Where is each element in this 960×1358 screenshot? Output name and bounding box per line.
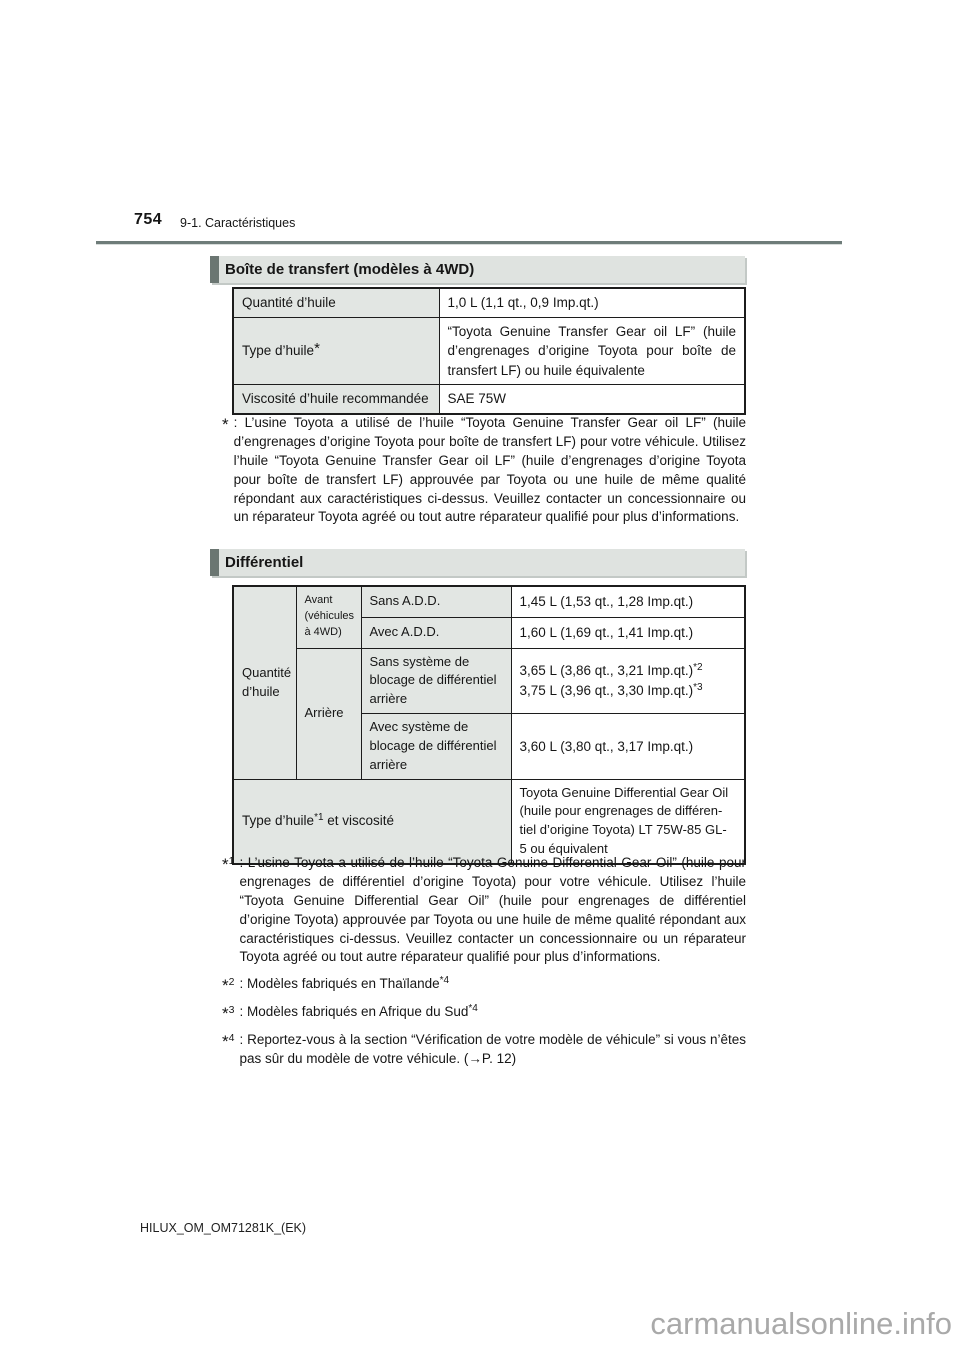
row-value-oil-quantity: 1,0 L (1,1 qt., 0,9 Imp.qt.): [439, 288, 745, 317]
footnote-body: : Modèles fabriqués en Afrique du Sud: [239, 1004, 469, 1020]
row-label-oil-type: [233, 317, 439, 385]
footnote-ref-2: *2: [693, 661, 703, 673]
section-title-transfer-case: Boîte de transfert (modèles à 4WD): [225, 261, 475, 278]
table-row-oil-type-viscosity: [233, 779, 745, 864]
condition-avec-blocage: Avec système de blocage de différentiel arrière: [361, 714, 511, 780]
row-label-oil-quantity: Quantité d’huile: [233, 586, 296, 779]
value-line-south-africa: [520, 681, 737, 701]
footnote-star: *: [222, 415, 229, 434]
footnote-text: : L’usine Toyota a utilisé de l’huile “Toyota Genuine Transfer Gear oil LF” (huile d’engrenages d’origine Toyota pour boîte de transfert LF) pour votre véhicule. Utilisez l’huile “Toyota Genuine Transfer Gear oil LF” (huile d’engrenages d’origine Toyota pour boîte de transfert LF) approuvée par Toyota ou une huile de même qualité répondant aux caractéristiques ci-dessus. Veuillez contacter un concessionnaire ou un réparateur Toyota agréé ou tout autre réparateur qualifié pour plus d’informations.: [233, 415, 746, 525]
footnote-number: 2: [228, 976, 235, 989]
footnote-body: : Reportez-vous à la section “Vérification de votre modèle de véhicule” si vous n’êtes pas sûr du modèle de votre véhicule. (→P. 12): [239, 1032, 746, 1067]
footnote-text: [239, 1031, 746, 1069]
differential-footnotes: [222, 854, 746, 1069]
footnote-body: : Modèles fabriqués en Thaïlande: [239, 976, 440, 992]
row-value-oil-type: “Toyota Genuine Transfer Gear oil LF” (huile d’engrenages d’origine Toyota pour boîte de transfert LF) ou huile équivalente: [439, 317, 745, 385]
row-value-oil-viscosity: SAE 75W: [439, 385, 745, 414]
watermark-text: carmanualsonline.info: [650, 1306, 952, 1341]
value-sans-add: 1,45 L (1,53 qt., 1,28 Imp.qt.): [511, 586, 745, 617]
footnote-marker: [222, 414, 229, 434]
oil-type-label-text: Type d’huile: [242, 813, 315, 829]
section-title-differential: Différentiel: [225, 554, 304, 571]
footnote-marker: [222, 1031, 234, 1051]
footnote-number: 4: [228, 1032, 235, 1045]
transfer-case-spec-table: [232, 287, 746, 415]
footnote-star: *: [222, 1032, 229, 1052]
value-line: (huile pour engrenages de différen-: [519, 803, 723, 819]
value-line: tiel d’origine Toyota) LT 75W-85 GL-: [519, 822, 727, 838]
condition-sans-blocage: Sans système de blocage de différentiel arrière: [361, 648, 511, 714]
page-section-breadcrumb: 9-1. Caractéristiques: [180, 216, 296, 230]
oil-type-label-rest: et viscosité: [323, 813, 395, 829]
footnote-marker: [222, 975, 234, 995]
table-row-rear-sans-blocage: [233, 648, 745, 714]
value-avec-blocage: 3,60 L (3,80 qt., 3,17 Imp.qt.): [511, 714, 745, 780]
footnote-3: [222, 1003, 746, 1023]
value-line: 5 ou équivalent: [519, 841, 608, 857]
section-accent-bar: [210, 256, 219, 283]
footnote-text: [239, 854, 746, 967]
footnote-ref-1: *1: [314, 812, 324, 824]
condition-sans-add: Sans A.D.D.: [361, 586, 511, 617]
footnote-star: *: [222, 976, 229, 996]
footnote-marker: [222, 854, 234, 874]
footnote-star: *: [222, 855, 229, 874]
section-accent-bar: [210, 549, 219, 576]
value-text: 3,65 L (3,86 qt., 3,21 Imp.qt.): [519, 662, 694, 678]
footnote-ref-3: *3: [693, 681, 703, 693]
value-avec-add: 1,60 L (1,69 qt., 1,41 Imp.qt.): [511, 617, 745, 648]
row-label-oil-viscosity: Viscosité d’huile recommandée: [233, 385, 439, 414]
footnote-star: *: [222, 1004, 229, 1024]
condition-avec-add: Avec A.D.D.: [361, 617, 511, 648]
footnote-ref-4: *4: [439, 975, 450, 987]
oil-type-footnote-marker: *: [314, 340, 320, 358]
row-label-oil-type-viscosity: [233, 779, 511, 864]
footnote-2: [222, 975, 746, 995]
footnote-1: [222, 854, 746, 967]
value-oil-type-viscosity: [511, 779, 745, 864]
footnote-number: 1: [228, 855, 235, 867]
table-row-oil-viscosity: [233, 385, 745, 414]
oil-type-label-text: Type d’huile: [242, 343, 315, 359]
section-header-differential: [210, 549, 745, 576]
value-line-thailand: [520, 661, 737, 681]
value-sans-blocage: [511, 648, 745, 714]
section-header-transfer-case: [210, 256, 745, 283]
footnote-number: 3: [228, 1004, 235, 1017]
footnote-marker: [222, 1003, 234, 1023]
document-code: HILUX_OM_OM71281K_(EK): [140, 1221, 307, 1235]
value-text: 3,75 L (3,96 qt., 3,30 Imp.qt.): [519, 682, 694, 698]
footnote-transfer-oil: [222, 414, 746, 527]
table-row-oil-type: [233, 317, 745, 385]
table-row-front-sans-add: [233, 586, 745, 617]
footnote-text: [239, 1003, 746, 1022]
footnote-body: : L’usine Toyota a utilisé de l’huile “Toyota Genuine Differential Gear Oil” (huile pour engrenages de différentiel d’origine Toyota) pour votre véhicule. Utilisez l’huile “Toyota Genuine Differential Gear Oil” (huile pour engrenages de différentiel d’origine Toyota) approuvée par Toyota ou une huile de même qualité répondant aux caractéristiques ci-dessus. Veuillez contacter un concessionnaire ou un réparateur Toyota agréé ou tout autre réparateur qualifié pour plus d’informations.: [239, 855, 746, 965]
header-divider: [96, 241, 842, 245]
footnote-ref-4: *4: [468, 1003, 478, 1015]
row-label-oil-quantity: Quantité d’huile: [233, 288, 439, 317]
value-line: Toyota Genuine Differential Gear Oil: [519, 784, 729, 800]
page-number: 754: [134, 211, 163, 228]
table-row-oil-quantity: [233, 288, 745, 317]
row-label-front-axle: Avant (véhicules à 4WD): [296, 586, 361, 648]
differential-spec-table: [232, 585, 746, 865]
footnote-text: [239, 975, 746, 994]
row-label-rear-axle: Arrière: [296, 648, 361, 779]
footnote-4: [222, 1031, 746, 1069]
